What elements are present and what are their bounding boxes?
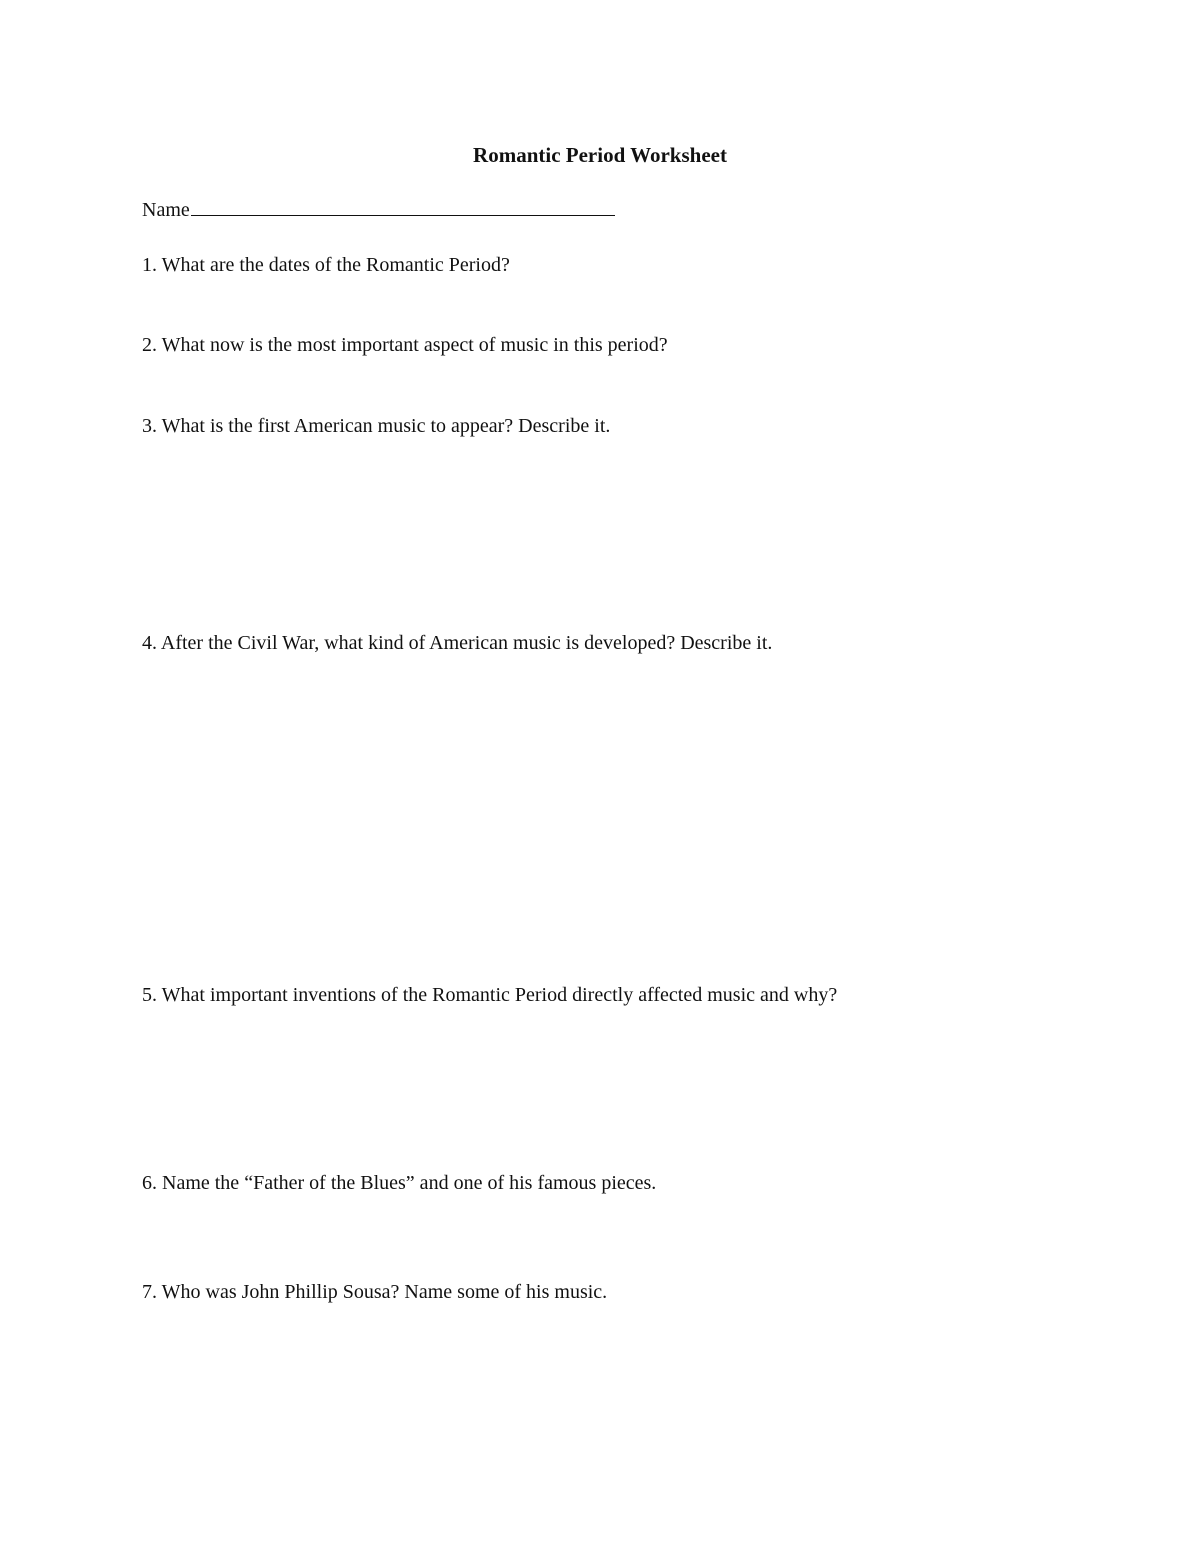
name-label: Name [142,199,190,221]
question-4: 4. After the Civil War, what kind of American music is developed? Describe it. [142,632,773,654]
question-5: 5. What important inventions of the Romantic Period directly affected music and why? [142,984,838,1006]
question-3: 3. What is the first American music to appear? Describe it. [142,415,611,437]
question-7: 7. Who was John Phillip Sousa? Name some of his music. [142,1281,608,1303]
worksheet-title: Romantic Period Worksheet [473,143,727,167]
name-blank-line [191,197,615,216]
name-row [142,196,615,224]
question-6: 6. Name the “Father of the Blues” and one of his famous pieces. [142,1172,657,1194]
question-1: 1. What are the dates of the Romantic Period? [142,254,510,276]
question-2: 2. What now is the most important aspect of music in this period? [142,334,668,356]
